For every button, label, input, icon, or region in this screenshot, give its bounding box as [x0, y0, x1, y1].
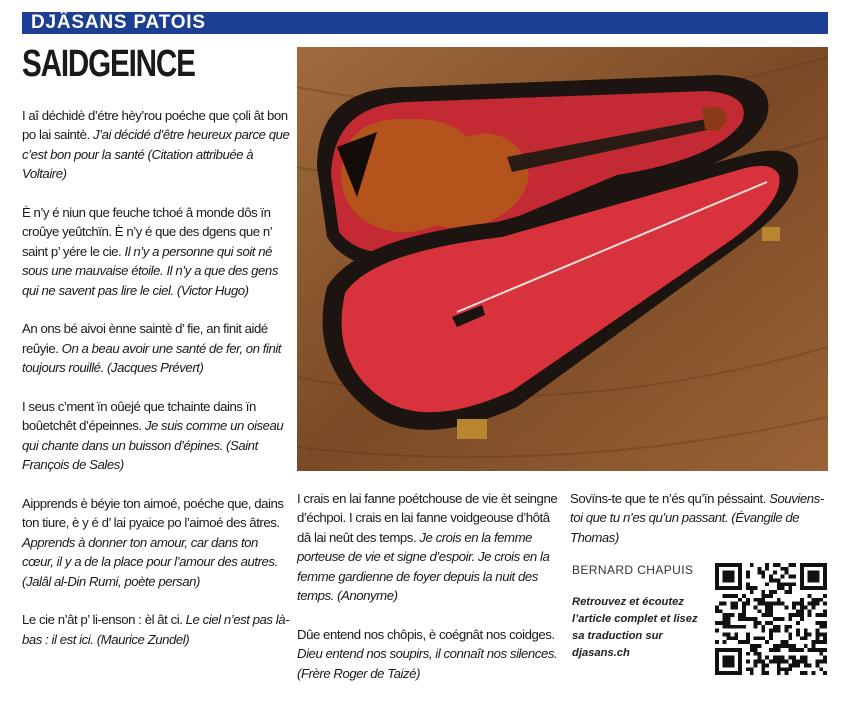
patois-text: An ons bé aivoi ènne saintè d’ fie, an finit aidé reûyie.	[22, 321, 268, 356]
patois-text: È n’y é niun que feuche tchoé â monde dôs ïn croûye yeûtchïn. È n’y é que des dgens que n’ saint p’ yére le cie.	[22, 205, 272, 259]
quote-paragraph	[22, 203, 290, 300]
french-translation: Je crois en la femme porteuse de vie et signe d’espoir. Je crois en la femme gardienne de foyer depuis la nuit des temps. (Anonyme)	[297, 529, 550, 604]
author-byline: BERNARD CHAPUIS	[572, 563, 694, 577]
french-translation: Il n’y a personne qui soit né sous une mauvaise étoile. Il n’y a que des gens qui ne savent pas lire le ciel. (Victor Hugo)	[22, 243, 278, 298]
column-left	[22, 106, 290, 669]
french-translation: Apprends à donner ton amour, car dans ton cœur, il y a de la place pour l’amour des autres. (Jalâl al-Din Rumi, poète persan)	[22, 534, 278, 589]
french-translation: Je suis comme un oiseau qui chante dans un buisson d’épines. (Saint François de Sales)	[22, 418, 284, 473]
patois-text: I seus c’ment ïn oûejé que tchainte dains ïn boûetchêt d’épeinnes.	[22, 399, 256, 434]
patois-text: Aipprends è béyie ton aimoé, poéche que, dains ton tiure, è y é d’ lai pyaice po l’aimoé des âtres.	[22, 496, 284, 531]
column-right	[570, 489, 832, 567]
quote-paragraph	[22, 397, 290, 475]
quote-paragraph	[22, 494, 290, 591]
french-translation: Souviens-toi que tu n’es qu’un passant. (Évangile de Thomas)	[570, 491, 824, 545]
qr-code-icon[interactable]	[715, 563, 827, 675]
patois-text: I aî déchidè d’étre hèy’rou poéche que çoli ât bon po lai saintè.	[22, 108, 288, 143]
french-translation: Le ciel n’est pas là-bas : il est ici. (Maurice Zundel)	[22, 612, 290, 647]
headline: SAIDGEINCE	[22, 43, 195, 85]
quote-paragraph	[22, 319, 290, 377]
french-translation: On a beau avoir une santé de fer, on finit toujours rouillé. (Jacques Prévert)	[22, 340, 282, 376]
patois-text: Le cie n’ât p’ li-enson : èl ât ci.	[22, 612, 186, 628]
quote-paragraph	[570, 489, 832, 547]
qr-modules	[715, 563, 827, 675]
quote-paragraph	[22, 610, 290, 649]
patois-text: I crais en lai fanne poétchouse de vie èt seingne d’échpoi. I crais en lai fanne voidgeouse d’hôtâ dâ lai neût des temps.	[297, 491, 558, 545]
french-translation: Dieu entend nos soupirs, il connaît nos silences. (Frère Roger de Taizé)	[297, 646, 558, 681]
promo-text: Retrouvez et écoutez l’article complet et lisez sa traduction sur djasans.ch	[572, 596, 698, 659]
patois-text: Sovïns-te que te n’és qu’ïn péssaint.	[570, 491, 770, 506]
quote-paragraph	[297, 625, 559, 683]
french-translation: J’ai décidé d’être heureux parce que c’est bon pour la santé (Citation attribuée à Voltaire)	[22, 127, 290, 182]
column-middle	[297, 489, 559, 702]
section-label: DJÂSANS PATOIS	[31, 12, 206, 33]
section-band	[22, 12, 828, 34]
quote-paragraph	[22, 106, 290, 184]
patois-text: Dûe entend nos chôpis, è coégnât nos coidges.	[297, 626, 555, 642]
quote-paragraph	[297, 489, 559, 605]
violin-photo	[297, 47, 828, 471]
